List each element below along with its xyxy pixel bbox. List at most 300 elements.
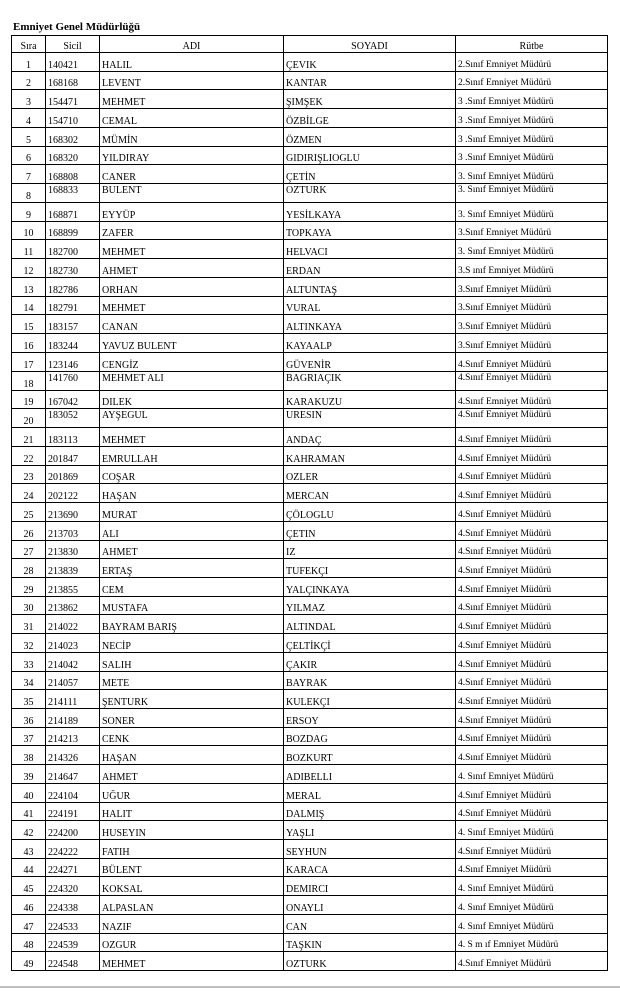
table-row [12, 634, 608, 653]
cell-soyadi: MERAL [284, 783, 456, 802]
cell-adi: KOKSAL [100, 877, 284, 896]
cell-adi: OZGUR [100, 933, 284, 952]
table-row [12, 840, 608, 859]
cell-adi: LEVENT [100, 71, 284, 90]
cell-adi: EMRULLAH [100, 446, 284, 465]
cell-rutbe: 4.Sınıf Emniyet Müdürü [456, 446, 608, 465]
cell-soyadi: YALÇINKAYA [284, 577, 456, 596]
cell-sicil: 168871 [46, 203, 100, 222]
cell-soyadi: OZLER [284, 465, 456, 484]
cell-soyadi: ANDAÇ [284, 428, 456, 447]
cell-adi: AHMET [100, 765, 284, 784]
cell-rutbe: 4.Sınıf Emniyet Müdürü [456, 409, 608, 428]
personnel-table [11, 35, 608, 971]
cell-sira: 48 [12, 933, 46, 952]
cell-sira: 23 [12, 465, 46, 484]
page-title: Emniyet Genel Müdürlüğü [13, 21, 141, 33]
cell-adi: BÜLENT [100, 858, 284, 877]
table-row [12, 783, 608, 802]
cell-sicil: 183157 [46, 315, 100, 334]
cell-sicil: 168808 [46, 165, 100, 184]
cell-sira: 19 [12, 390, 46, 409]
cell-soyadi: MERCAN [284, 484, 456, 503]
cell-sicil: 224191 [46, 802, 100, 821]
column-header-adi: ADI [100, 36, 284, 53]
cell-adi: BULENT [100, 184, 284, 203]
cell-adi: METE [100, 671, 284, 690]
cell-sira: 25 [12, 503, 46, 522]
table-row [12, 503, 608, 522]
cell-sicil: 224320 [46, 877, 100, 896]
cell-sicil: 224271 [46, 858, 100, 877]
table-row [12, 802, 608, 821]
cell-sicil: 168320 [46, 146, 100, 165]
cell-sicil: 168302 [46, 127, 100, 146]
cell-adi: MEHMET [100, 240, 284, 259]
cell-adi: ŞENTURK [100, 690, 284, 709]
cell-sira: 7 [12, 165, 46, 184]
cell-sicil: 214022 [46, 615, 100, 634]
table-row [12, 821, 608, 840]
cell-adi: ERTAŞ [100, 559, 284, 578]
table-row [12, 334, 608, 353]
cell-sira: 46 [12, 896, 46, 915]
cell-adi: HALIT [100, 802, 284, 821]
table-row [12, 240, 608, 259]
cell-rutbe: 3.Sınıf Emniyet Müdürü [456, 315, 608, 334]
table-row [12, 858, 608, 877]
table-row [12, 352, 608, 371]
cell-sicil: 183244 [46, 334, 100, 353]
table-row [12, 71, 608, 90]
cell-rutbe: 4.Sınıf Emniyet Müdürü [456, 783, 608, 802]
cell-adi: YILDIRAY [100, 146, 284, 165]
cell-sicil: 214023 [46, 634, 100, 653]
cell-rutbe: 4.Sınıf Emniyet Müdürü [456, 465, 608, 484]
table-row [12, 371, 608, 390]
cell-soyadi: ALTINDAL [284, 615, 456, 634]
cell-soyadi: YILMAZ [284, 596, 456, 615]
cell-soyadi: BOZKURT [284, 746, 456, 765]
table-row [12, 577, 608, 596]
table-row [12, 615, 608, 634]
cell-rutbe: 4.Sınıf Emniyet Müdürü [456, 503, 608, 522]
cell-rutbe: 4.Sınıf Emniyet Müdürü [456, 390, 608, 409]
cell-rutbe: 4. Sınıf Emniyet Müdürü [456, 765, 608, 784]
cell-soyadi: ŞIMŞEK [284, 90, 456, 109]
cell-adi: MURAT [100, 503, 284, 522]
cell-soyadi: KULEKÇI [284, 690, 456, 709]
cell-adi: MEHMET [100, 296, 284, 315]
cell-sicil: 224200 [46, 821, 100, 840]
cell-sicil: 182730 [46, 259, 100, 278]
cell-sira: 45 [12, 877, 46, 896]
cell-soyadi: OZTURK [284, 952, 456, 971]
cell-sira: 32 [12, 634, 46, 653]
table-row [12, 409, 608, 428]
cell-sira: 21 [12, 428, 46, 447]
cell-sicil: 183113 [46, 428, 100, 447]
cell-sira: 5 [12, 127, 46, 146]
cell-sira: 49 [12, 952, 46, 971]
cell-adi: NECİP [100, 634, 284, 653]
cell-soyadi: TUFEKÇI [284, 559, 456, 578]
cell-rutbe: 4.Sınıf Emniyet Müdürü [456, 352, 608, 371]
cell-sira: 10 [12, 221, 46, 240]
table-body [12, 53, 608, 971]
cell-sira: 31 [12, 615, 46, 634]
table-row [12, 484, 608, 503]
cell-rutbe: 3 .Sınıf Emniyet Müdürü [456, 146, 608, 165]
cell-rutbe: 4.Sınıf Emniyet Müdürü [456, 521, 608, 540]
cell-rutbe: 4. Sınıf Emniyet Müdürü [456, 914, 608, 933]
table-row [12, 952, 608, 971]
cell-rutbe: 3 .Sınıf Emniyet Müdürü [456, 109, 608, 128]
table-row [12, 540, 608, 559]
table-row [12, 521, 608, 540]
cell-adi: MÜMİN [100, 127, 284, 146]
cell-soyadi: ÖZBİLGE [284, 109, 456, 128]
cell-sira: 14 [12, 296, 46, 315]
cell-rutbe: 4.Sınıf Emniyet Müdürü [456, 671, 608, 690]
cell-sira: 28 [12, 559, 46, 578]
cell-adi: ALI [100, 521, 284, 540]
cell-adi: ALPASLAN [100, 896, 284, 915]
cell-adi: CENGİZ [100, 352, 284, 371]
cell-soyadi: VURAL [284, 296, 456, 315]
table-row [12, 877, 608, 896]
table-row [12, 765, 608, 784]
cell-sira: 30 [12, 596, 46, 615]
cell-adi: NAZIF [100, 914, 284, 933]
cell-rutbe: 4.Sınıf Emniyet Müdürü [456, 371, 608, 390]
cell-adi: MEHMET [100, 952, 284, 971]
table-row [12, 896, 608, 915]
table-row [12, 165, 608, 184]
cell-sira: 44 [12, 858, 46, 877]
cell-soyadi: HELVACI [284, 240, 456, 259]
cell-adi: SONER [100, 709, 284, 728]
cell-sira: 12 [12, 259, 46, 278]
column-header-rutbe: Rütbe [456, 36, 608, 53]
table-row [12, 690, 608, 709]
cell-soyadi: KAHRAMAN [284, 446, 456, 465]
cell-adi: HAŞAN [100, 484, 284, 503]
column-header-soyadi: SOYADI [284, 36, 456, 53]
cell-adi: HAŞAN [100, 746, 284, 765]
cell-sira: 24 [12, 484, 46, 503]
cell-sira: 39 [12, 765, 46, 784]
cell-soyadi: KAYAALP [284, 334, 456, 353]
table-header-row [12, 36, 608, 53]
cell-rutbe: 3. Sınıf Emniyet Müdürü [456, 240, 608, 259]
cell-rutbe: 4.Sınıf Emniyet Müdürü [456, 952, 608, 971]
cell-sicil: 214213 [46, 727, 100, 746]
cell-sira: 42 [12, 821, 46, 840]
cell-sicil: 182786 [46, 277, 100, 296]
table-row [12, 296, 608, 315]
cell-adi: CENK [100, 727, 284, 746]
cell-sicil: 167042 [46, 390, 100, 409]
cell-sira: 16 [12, 334, 46, 353]
cell-sira: 41 [12, 802, 46, 821]
cell-sicil: 214111 [46, 690, 100, 709]
cell-rutbe: 2.Sınıf Emniyet Müdürü [456, 71, 608, 90]
cell-rutbe: 4. Sınıf Emniyet Müdürü [456, 896, 608, 915]
cell-sicil: 183052 [46, 409, 100, 428]
table-row [12, 259, 608, 278]
cell-soyadi: KARACA [284, 858, 456, 877]
cell-sicil: 224539 [46, 933, 100, 952]
cell-sira: 26 [12, 521, 46, 540]
cell-adi: MEHMET [100, 428, 284, 447]
cell-rutbe: 4.Sınıf Emniyet Müdürü [456, 746, 608, 765]
cell-soyadi: ADIBELLI [284, 765, 456, 784]
cell-sicil: 213690 [46, 503, 100, 522]
cell-sicil: 214647 [46, 765, 100, 784]
cell-sicil: 214057 [46, 671, 100, 690]
table-row [12, 428, 608, 447]
cell-soyadi: TOPKAYA [284, 221, 456, 240]
cell-adi: HUSEYIN [100, 821, 284, 840]
cell-adi: YAVUZ BULENT [100, 334, 284, 353]
cell-sicil: 213703 [46, 521, 100, 540]
cell-soyadi: OZTURK [284, 184, 456, 203]
table-row [12, 933, 608, 952]
cell-adi: CANER [100, 165, 284, 184]
cell-soyadi: ÇEVIK [284, 53, 456, 72]
cell-soyadi: SEYHUN [284, 840, 456, 859]
cell-rutbe: 2.Sınıf Emniyet Müdürü [456, 53, 608, 72]
table-row [12, 221, 608, 240]
cell-rutbe: 4.Sınıf Emniyet Müdürü [456, 840, 608, 859]
table-row [12, 596, 608, 615]
cell-soyadi: IZ [284, 540, 456, 559]
cell-sicil: 214326 [46, 746, 100, 765]
cell-soyadi: KARAKUZU [284, 390, 456, 409]
column-header-sicil: Sicil [46, 36, 100, 53]
cell-sira: 11 [12, 240, 46, 259]
cell-adi: DILEK [100, 390, 284, 409]
cell-adi: CEM [100, 577, 284, 596]
cell-sicil: 224548 [46, 952, 100, 971]
cell-sira: 35 [12, 690, 46, 709]
cell-adi: CANAN [100, 315, 284, 334]
cell-sira: 3 [12, 90, 46, 109]
cell-soyadi: URESIN [284, 409, 456, 428]
cell-rutbe: 4.Sınıf Emniyet Müdürü [456, 596, 608, 615]
cell-sicil: 214042 [46, 652, 100, 671]
cell-rutbe: 3.Sınıf Emniyet Müdürü [456, 221, 608, 240]
cell-rutbe: 4. Sınıf Emniyet Müdürü [456, 821, 608, 840]
cell-adi: SALIH [100, 652, 284, 671]
cell-soyadi: DEMIRCI [284, 877, 456, 896]
cell-rutbe: 3.Sınıf Emniyet Müdürü [456, 296, 608, 315]
cell-adi: COŞAR [100, 465, 284, 484]
cell-sira: 4 [12, 109, 46, 128]
cell-sicil: 213839 [46, 559, 100, 578]
cell-rutbe: 3 .Sınıf Emniyet Müdürü [456, 127, 608, 146]
cell-sira: 37 [12, 727, 46, 746]
cell-rutbe: 4.Sınıf Emniyet Müdürü [456, 577, 608, 596]
table-row [12, 727, 608, 746]
cell-sicil: 168833 [46, 184, 100, 203]
cell-soyadi: CAN [284, 914, 456, 933]
cell-rutbe: 4.Sınıf Emniyet Müdürü [456, 802, 608, 821]
cell-sira: 8 [12, 184, 46, 203]
table-row [12, 652, 608, 671]
cell-sira: 15 [12, 315, 46, 334]
cell-rutbe: 4. Sınıf Emniyet Müdürü [456, 877, 608, 896]
cell-sicil: 201847 [46, 446, 100, 465]
cell-adi: UĞUR [100, 783, 284, 802]
cell-sira: 22 [12, 446, 46, 465]
cell-rutbe: 4.Sınıf Emniyet Müdürü [456, 540, 608, 559]
cell-adi: CEMAL [100, 109, 284, 128]
cell-soyadi: ERDAN [284, 259, 456, 278]
cell-soyadi: ÇELTİKÇİ [284, 634, 456, 653]
cell-sicil: 141760 [46, 371, 100, 390]
table-row [12, 53, 608, 72]
cell-adi: AHMET [100, 259, 284, 278]
cell-rutbe: 3. Sınıf Emniyet Müdürü [456, 203, 608, 222]
cell-rutbe: 3.S ınıf Emniyet Müdürü [456, 259, 608, 278]
cell-sira: 29 [12, 577, 46, 596]
cell-rutbe: 4.Sınıf Emniyet Müdürü [456, 559, 608, 578]
cell-sira: 40 [12, 783, 46, 802]
cell-sira: 6 [12, 146, 46, 165]
cell-rutbe: 4.Sınıf Emniyet Müdürü [456, 615, 608, 634]
cell-sicil: 201869 [46, 465, 100, 484]
cell-adi: FATIH [100, 840, 284, 859]
cell-sicil: 168899 [46, 221, 100, 240]
cell-sicil: 213862 [46, 596, 100, 615]
cell-soyadi: BAGRIAÇIK [284, 371, 456, 390]
cell-sicil: 213830 [46, 540, 100, 559]
cell-sicil: 168168 [46, 71, 100, 90]
cell-soyadi: KANTAR [284, 71, 456, 90]
cell-soyadi: ÇETİN [284, 165, 456, 184]
cell-soyadi: GÜVENİR [284, 352, 456, 371]
cell-adi: MEHMET [100, 90, 284, 109]
cell-sira: 2 [12, 71, 46, 90]
table-row [12, 559, 608, 578]
cell-rutbe: 4.Sınıf Emniyet Müdürü [456, 484, 608, 503]
cell-rutbe: 3.Sınıf Emniyet Müdürü [456, 334, 608, 353]
cell-sicil: 214189 [46, 709, 100, 728]
cell-adi: EYYÜP [100, 203, 284, 222]
cell-soyadi: ÇETIN [284, 521, 456, 540]
cell-adi: ZAFER [100, 221, 284, 240]
cell-soyadi: TAŞKIN [284, 933, 456, 952]
cell-adi: HALIL [100, 53, 284, 72]
cell-soyadi: DALMIŞ [284, 802, 456, 821]
table-row [12, 315, 608, 334]
cell-soyadi: ONAYLI [284, 896, 456, 915]
cell-sira: 27 [12, 540, 46, 559]
cell-rutbe: 4. S m ıf Emniyet Müdürü [456, 933, 608, 952]
table-row [12, 671, 608, 690]
cell-soyadi: BOZDAG [284, 727, 456, 746]
table-row [12, 709, 608, 728]
cell-rutbe: 4.Sınıf Emniyet Müdürü [456, 428, 608, 447]
cell-sicil: 213855 [46, 577, 100, 596]
cell-sira: 20 [12, 409, 46, 428]
cell-adi: ORHAN [100, 277, 284, 296]
cell-soyadi: BAYRAK [284, 671, 456, 690]
cell-sicil: 224222 [46, 840, 100, 859]
table-row [12, 109, 608, 128]
cell-sira: 18 [12, 371, 46, 390]
table-row [12, 465, 608, 484]
table-row [12, 914, 608, 933]
cell-sira: 43 [12, 840, 46, 859]
cell-soyadi: YAŞLI [284, 821, 456, 840]
cell-soyadi: ÇÖLOGLU [284, 503, 456, 522]
cell-sicil: 202122 [46, 484, 100, 503]
cell-rutbe: 4.Sınıf Emniyet Müdürü [456, 690, 608, 709]
cell-sira: 38 [12, 746, 46, 765]
table-row [12, 184, 608, 203]
table-row [12, 746, 608, 765]
cell-soyadi: ERSOY [284, 709, 456, 728]
cell-rutbe: 4.Sınıf Emniyet Müdürü [456, 652, 608, 671]
cell-rutbe: 4.Sınıf Emniyet Müdürü [456, 858, 608, 877]
cell-sicil: 224533 [46, 914, 100, 933]
cell-rutbe: 4.Sınıf Emniyet Müdürü [456, 709, 608, 728]
cell-adi: BAYRAM BARIŞ [100, 615, 284, 634]
table-row [12, 146, 608, 165]
cell-sira: 36 [12, 709, 46, 728]
cell-sicil: 154471 [46, 90, 100, 109]
cell-soyadi: ÖZMEN [284, 127, 456, 146]
table-row [12, 127, 608, 146]
cell-adi: AHMET [100, 540, 284, 559]
table-row [12, 390, 608, 409]
cell-rutbe: 4.Sınıf Emniyet Müdürü [456, 634, 608, 653]
cell-sicil: 182791 [46, 296, 100, 315]
cell-sira: 1 [12, 53, 46, 72]
cell-rutbe: 3. Sınıf Emniyet Müdürü [456, 165, 608, 184]
table-row [12, 277, 608, 296]
cell-sicil: 154710 [46, 109, 100, 128]
table-row [12, 203, 608, 222]
cell-adi: MEHMET ALI [100, 371, 284, 390]
cell-sira: 47 [12, 914, 46, 933]
cell-soyadi: ÇAKIR [284, 652, 456, 671]
cell-rutbe: 3 .Sınıf Emniyet Müdürü [456, 90, 608, 109]
cell-rutbe: 3. Sınıf Emniyet Müdürü [456, 184, 608, 203]
cell-rutbe: 3.Sınıf Emniyet Müdürü [456, 277, 608, 296]
cell-sicil: 224104 [46, 783, 100, 802]
column-header-sira: Sıra [12, 36, 46, 53]
cell-soyadi: GIDIRIŞLIOGLU [284, 146, 456, 165]
cell-sira: 9 [12, 203, 46, 222]
cell-sira: 17 [12, 352, 46, 371]
cell-sicil: 224338 [46, 896, 100, 915]
cell-sira: 13 [12, 277, 46, 296]
page-bottom-border [0, 986, 620, 988]
cell-soyadi: ALTUNTAŞ [284, 277, 456, 296]
cell-sicil: 123146 [46, 352, 100, 371]
cell-soyadi: ALTINKAYA [284, 315, 456, 334]
cell-sicil: 140421 [46, 53, 100, 72]
table-row [12, 446, 608, 465]
table-row [12, 90, 608, 109]
cell-sira: 34 [12, 671, 46, 690]
cell-sira: 33 [12, 652, 46, 671]
cell-rutbe: 4.Sınıf Emniyet Müdürü [456, 727, 608, 746]
